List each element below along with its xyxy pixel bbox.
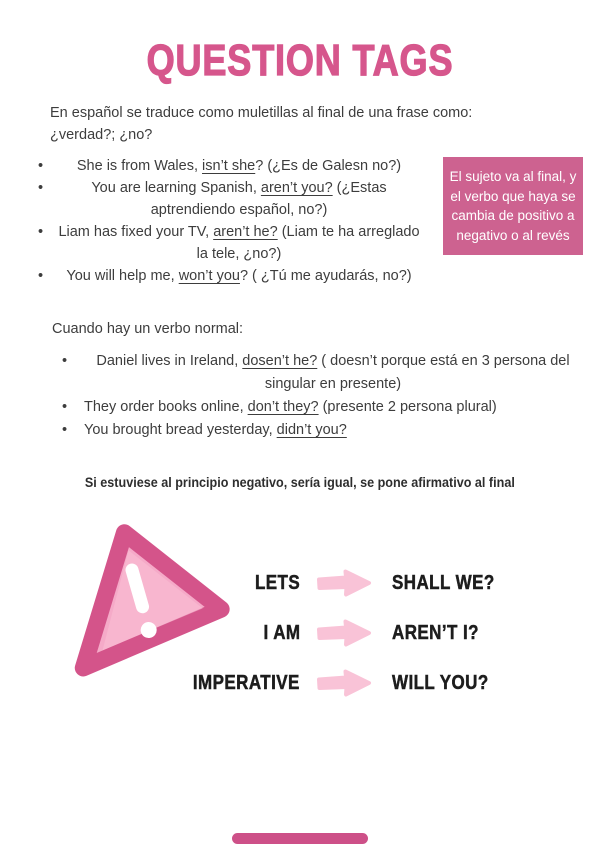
negative-rule-text: Si estuviese al principio negativo, sería igual, se pone afirmativo al final — [85, 474, 515, 490]
normal-verb-example-list — [0, 350, 600, 442]
example-item — [38, 265, 420, 287]
page-title-text: QUESTION TAGS — [146, 36, 454, 85]
question-tag: won’t you — [178, 268, 240, 284]
example-text — [84, 396, 582, 419]
arrow-right-icon — [316, 618, 372, 648]
example-item — [38, 155, 420, 177]
bullet-icon: • — [62, 422, 68, 438]
transformation-row — [0, 658, 600, 708]
example-item — [62, 350, 582, 396]
question-tag: didn’t you? — [276, 422, 347, 438]
example-pre: She is from Wales, — [76, 158, 203, 174]
question-tag: dosen’t he? — [242, 353, 318, 369]
example-post: ? ( ¿Tú me ayudarás, no?) — [239, 268, 412, 284]
question-tag: aren’t you? — [260, 180, 333, 196]
intro-line-2: ¿verdad?; ¿no? — [50, 127, 153, 143]
example-pre: Liam has fixed your TV, — [58, 224, 214, 240]
example-text — [58, 155, 420, 177]
example-post: (¿Estas aptrendiendo español, no?) — [150, 180, 387, 218]
example-pre: They order books online, — [84, 399, 248, 415]
side-note: El sujeto va al final, y el verbo que haya se cambia de positivo a negativo o al revés — [443, 157, 583, 255]
section-heading: Cuando hay un verbo normal: — [52, 321, 244, 337]
example-pre: You will help me, — [66, 268, 179, 284]
example-post: ( doesn’t porque está en 3 persona del singular en presente) — [264, 353, 570, 392]
transformation-from: I AM — [263, 621, 300, 644]
transformation-row — [0, 608, 600, 658]
example-list — [38, 155, 420, 287]
example-pre: Daniel lives in Ireland, — [96, 353, 243, 369]
example-item — [62, 419, 582, 442]
question-tag: aren’t he? — [213, 224, 278, 240]
bullet-icon: • — [62, 353, 68, 369]
transformation-to: SHALL WE? — [392, 571, 495, 594]
question-tag: isn’t she — [202, 158, 256, 174]
examples-section — [0, 155, 600, 287]
example-post: (Liam te ha arreglado la tele, ¿no?) — [196, 224, 420, 262]
example-pre: You brought bread yesterday, — [84, 422, 277, 438]
transformation-to: AREN’T I? — [392, 621, 479, 644]
question-tag: don’t they? — [247, 399, 319, 415]
example-text — [58, 221, 420, 265]
arrow-right-icon — [316, 568, 372, 598]
transformation-to: WILL YOU? — [392, 671, 489, 694]
bullet-icon: • — [38, 158, 44, 174]
footer-bar — [232, 833, 368, 844]
example-post: ? (¿Es de Galesn no?) — [255, 158, 402, 174]
example-item — [62, 396, 582, 419]
transformation-rows — [0, 558, 600, 708]
example-text — [84, 419, 582, 442]
example-text — [84, 350, 582, 396]
transformation-row — [0, 558, 600, 608]
transformation-from: IMPERATIVE — [193, 671, 300, 694]
intro-line-1: En español se traduce como muletillas al final de una frase como: — [50, 105, 473, 121]
intro-text — [50, 102, 550, 146]
bullet-icon: • — [38, 224, 44, 240]
example-item — [38, 221, 420, 265]
example-post: (presente 2 persona plural) — [318, 399, 497, 415]
example-text — [58, 177, 420, 221]
bullet-icon: • — [38, 268, 44, 284]
transformation-from: LETS — [254, 571, 300, 594]
example-pre: You are learning Spanish, — [91, 180, 261, 196]
bullet-icon: • — [62, 399, 68, 415]
arrow-right-icon — [316, 668, 372, 698]
negative-rule — [0, 474, 600, 492]
bullet-icon: • — [38, 180, 44, 196]
example-text — [58, 265, 420, 287]
page-title — [0, 0, 600, 86]
example-item — [38, 177, 420, 221]
transformations-section — [0, 512, 600, 747]
